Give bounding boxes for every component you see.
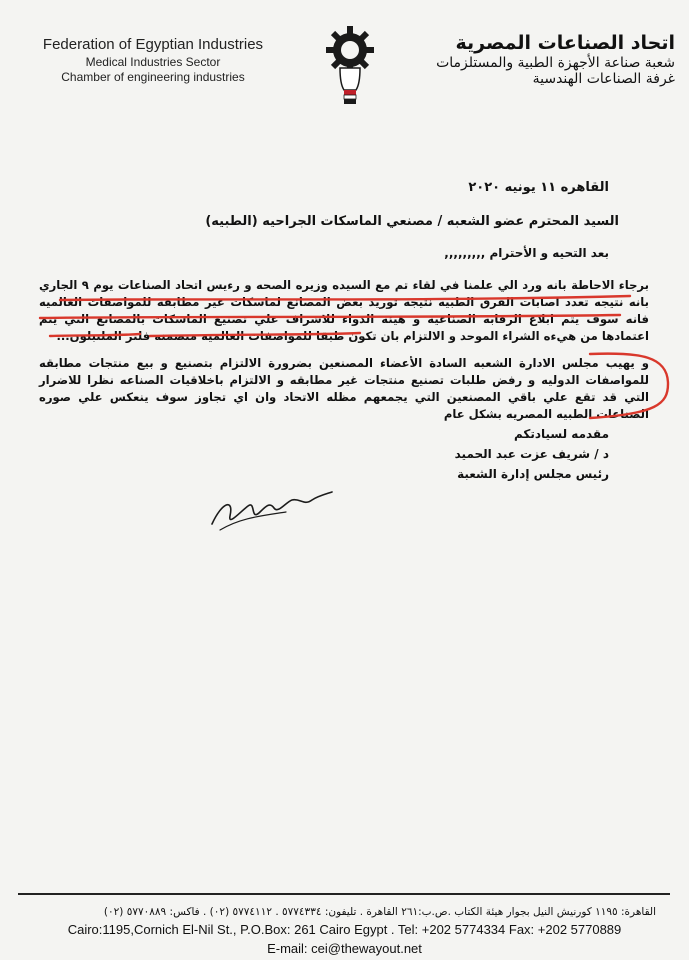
letter-closing bbox=[455, 424, 609, 484]
arabic-letterhead bbox=[405, 32, 675, 87]
footer-address-en: Cairo:1195,Cornich El-Nil St., P.O.Box: 261 Cairo Egypt . Tel: +202 5774334 Fax: +202 5770889 bbox=[67, 922, 622, 937]
federation-name-en: Federation of Egyptian Industries bbox=[42, 36, 264, 53]
letter-addressee: السيد المحترم عضو الشعبه / مصنعي الماسكات الجراحيه (الطبيه) bbox=[205, 214, 619, 229]
handwritten-signature bbox=[200, 472, 340, 542]
footer-address-ar: القاهرة: ١١٩٥ كورنيش النيل بجوار هيئة الكتاب .ص.ب:٢٦١ القاهرة . تليفون: ٥٧٧٤٣٣٤ . ٥٧٧٤١١٢ (٠٢) . فاكس: ٥٧٧٠٨٨٩ (٠٢) bbox=[103, 906, 656, 918]
sector-name-en: Medical Industries Sector bbox=[85, 55, 221, 69]
footer-email: E-mail: cei@thewayout.net bbox=[267, 941, 422, 956]
letter-date: القاهره ١١ يونيه ٢٠٢٠ bbox=[468, 180, 609, 195]
letter-paragraph-1: برجاء الاحاطة بانه ورد الي علمنا في لقاء تم مع السيده وزيره الصحه و رءيس اتحاد الصناعات يوم ٩ الجاري بانه نتيجه تعدد اصابات الفرق الطبيه نتيجه توريد بعض المصانع لماسكات غير مطابقه للمواصفات العالميه فانه سوف يتم ابلاغ الرقابه الصناعيه و هيئه الدواء للاشراف علي تصنيع الماسكات بالمصانع التي يتم اعتمادها من هيءه الشراء الموحد و الالتزام بان تكون طبقا للمواصفات العالميه متضمنه فلتر الملتبلون... bbox=[39, 278, 650, 343]
federation-logo-icon bbox=[300, 16, 390, 126]
sector-name-ar: شعبة صناعة الأجهزة الطبية والمستلزمات bbox=[436, 55, 675, 71]
letter-paragraph-2: و يهيب مجلس الادارة الشعبه السادة الأعضاء المصنعين بضرورة الالتزام بتصنيع و بيع منتجات مطابقه للمواصفات الدوليه و رفض طلبات تصنيع منتجات غير مطابقه و الالتزام باخلاقيات الصناعه نظرا للاضرار التي قد تقع علي باقي المصنعين التي يجمعهم مظله الاتحاد وان اي تجاوز سوف ينعكس علي صوره الصناعات الطبيه المصريه بشكل عام bbox=[39, 356, 649, 421]
signatory-name: د / شريف عزت عبد الحميد bbox=[454, 447, 609, 461]
federation-name-ar: اتحاد الصناعات المصرية bbox=[455, 32, 675, 54]
signatory-title: رئيس مجلس إدارة الشعبة bbox=[457, 467, 609, 481]
english-letterhead bbox=[28, 36, 278, 84]
chamber-name-ar: غرفة الصناعات الهندسية bbox=[532, 71, 675, 87]
footer-divider bbox=[18, 893, 670, 895]
chamber-name-en: Chamber of engineering industries bbox=[61, 70, 245, 84]
closing-salutation: مقدمه لسيادتكم bbox=[513, 427, 609, 441]
letter-greeting: بعد التحيه و الأحترام ,,,,,,,,, bbox=[444, 246, 609, 260]
